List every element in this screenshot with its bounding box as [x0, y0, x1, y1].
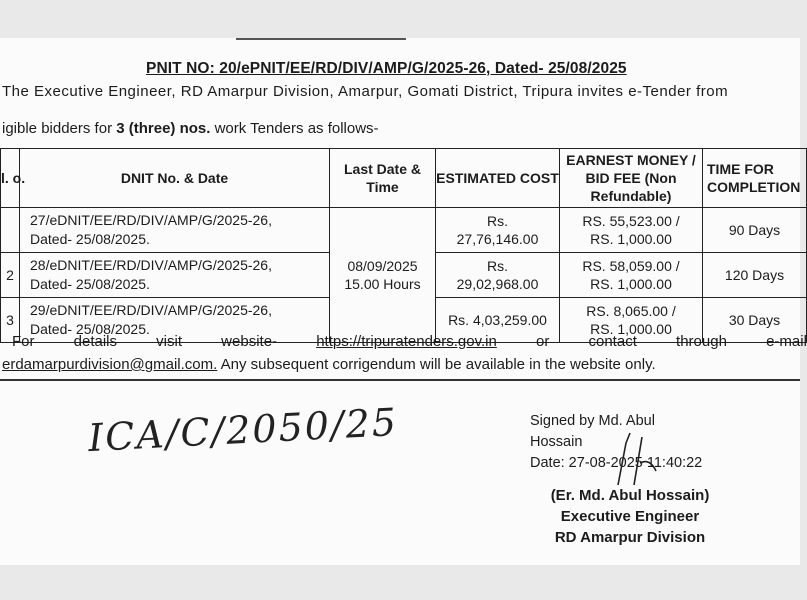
officer-name: (Er. Md. Abul Hossain) [550, 487, 710, 504]
details-word: website- [221, 333, 278, 350]
last-date-cell [330, 208, 436, 343]
row-dnit [20, 253, 330, 298]
signed-by-line: Signed by Md. Abul [530, 413, 655, 429]
corrigendum-note: Any subsequent corrigendum will be available in the website only. [217, 356, 656, 373]
row-sl: 3 [1, 298, 20, 343]
header-last-date: Last Date & Time [330, 149, 436, 208]
signature-scribble-icon [590, 423, 670, 493]
row-emd [560, 253, 703, 298]
row-time: 90 Days [703, 208, 807, 253]
top-rule [236, 38, 406, 40]
details-word: or [536, 333, 550, 350]
pnit-heading: PNIT NO: 20/ePNIT/EE/RD/DIV/AMP/G/2025-26, Dated- 25/08/2025 [146, 60, 627, 77]
signature-date: Date: 27-08-2025 11:40:22 [530, 455, 703, 471]
details-line-1 [12, 333, 807, 350]
intro-line-2 [2, 120, 379, 137]
emd-line-2: RS. 1,000.00 [590, 231, 672, 247]
notice-bottom-rule [0, 379, 800, 381]
cost-line-2: 27,76,146.00 [456, 231, 539, 247]
officer-designation: Executive Engineer [560, 508, 700, 525]
header-estimated-cost: ESTIMATED COST [436, 149, 560, 208]
intro-line-2-bold: 3 (three) nos. [116, 120, 211, 137]
details-word: details [73, 333, 118, 350]
officer-block [515, 485, 745, 548]
intro-line-1: The Executive Engineer, RD Amarpur Division, Amarpur, Gomati District, Tripura invites e-Tender from [2, 83, 729, 100]
dnit-date: Dated- 25/08/2025. [30, 276, 150, 292]
tender-notice-page [0, 38, 807, 565]
row-time: 30 Days [703, 298, 807, 343]
tender-table [0, 148, 807, 343]
details-word: visit [156, 333, 183, 350]
last-date: 08/09/2025 [347, 258, 418, 274]
dnit-number: 27/eDNIT/EE/RD/DIV/AMP/G/2025-26, [30, 212, 272, 228]
last-time: 15.00 Hours [344, 276, 421, 292]
row-cost [436, 208, 560, 253]
intro-line-2-pre: igible bidders for [2, 120, 117, 137]
details-word: through [676, 333, 727, 350]
signer-surname: Hossain [530, 434, 583, 450]
emd-line-1: RS. 55,523.00 / [582, 213, 680, 229]
details-line-2 [2, 356, 656, 373]
dnit-date: Dated- 25/08/2025. [30, 231, 150, 247]
row-sl: 2 [1, 253, 20, 298]
emd-line-1: RS. 58,059.00 / [582, 258, 680, 274]
cost-line-1: Rs. 4,03,259.00 [448, 312, 547, 328]
contact-email-link[interactable]: erdamarpurdivision@gmail.com. [2, 356, 218, 373]
dnit-number: 29/eDNIT/EE/RD/DIV/AMP/G/2025-26, [30, 302, 272, 318]
intro-line-2-post: work Tenders as follows- [210, 120, 379, 137]
officer-division: RD Amarpur Division [554, 529, 706, 546]
details-word: contact [588, 333, 637, 350]
tender-website-link[interactable]: https://tripuratenders.gov.in [316, 333, 497, 350]
row-dnit [20, 208, 330, 253]
cost-line-1: Rs. [487, 213, 508, 229]
dnit-date: Dated- 25/08/2025. [30, 321, 150, 337]
details-word: For [12, 333, 35, 350]
handwritten-reference: ICA/C/2050/25 [87, 399, 400, 461]
cost-line-2: 29,02,968.00 [456, 276, 539, 292]
cost-line-1: Rs. [487, 258, 508, 274]
header-earnest-money: EARNEST MONEY / BID FEE (Non Refundable) [560, 149, 703, 208]
table-row [1, 208, 807, 253]
header-time-for-completion: TIME FOR COMPLETION [703, 149, 807, 208]
row-emd [560, 208, 703, 253]
header-slno: l. o. [1, 149, 20, 208]
emd-line-1: RS. 8,065.00 / [586, 303, 676, 319]
row-time: 120 Days [703, 253, 807, 298]
emd-line-2: RS. 1,000.00 [590, 276, 672, 292]
header-dnit: DNIT No. & Date [20, 149, 330, 208]
dnit-number: 28/eDNIT/EE/RD/DIV/AMP/G/2025-26, [30, 257, 272, 273]
table-header-row [1, 149, 807, 208]
row-sl [1, 208, 20, 253]
details-word: e-mail [766, 333, 807, 350]
emd-line-2: RS. 1,000.00 [590, 321, 672, 337]
row-cost [436, 253, 560, 298]
